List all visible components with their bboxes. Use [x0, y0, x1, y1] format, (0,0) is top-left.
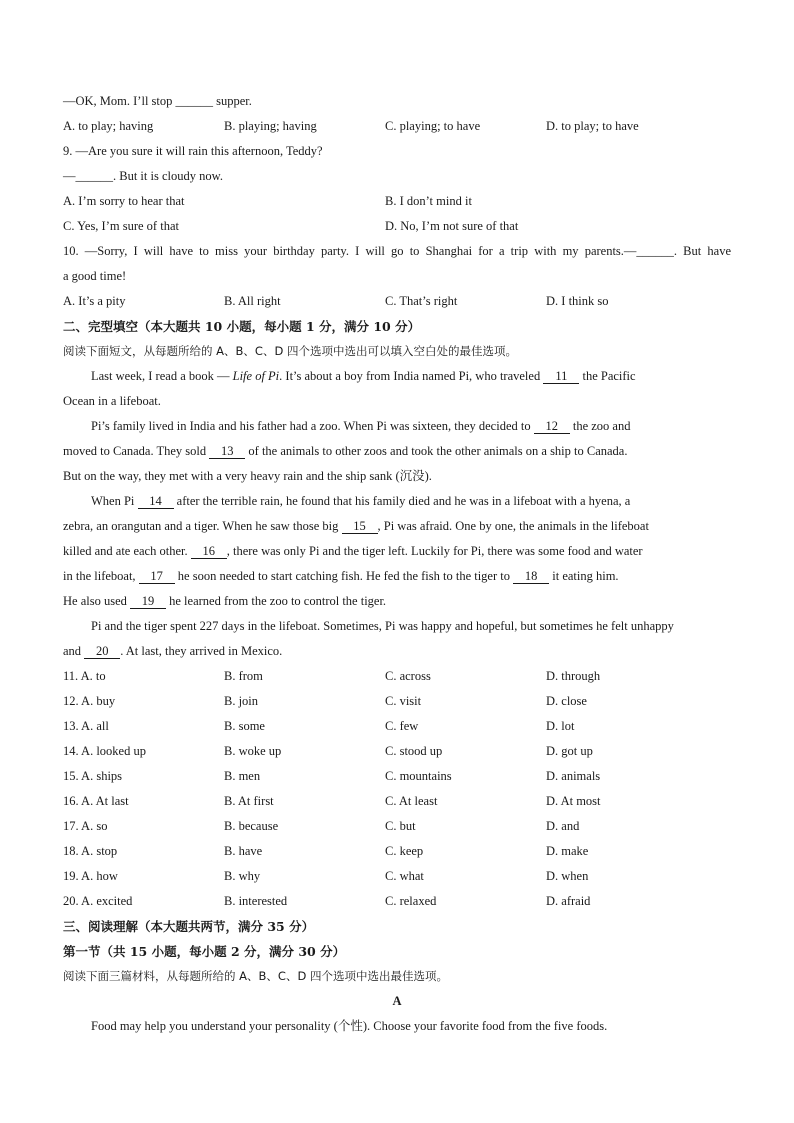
cloze-option-row — [63, 689, 731, 714]
cloze-option-18-a[interactable]: 18. A. stop — [63, 844, 118, 858]
q9-reply-text: . But it is cloudy now. — [113, 169, 223, 183]
q8-reply-text: —OK, Mom. I’ll stop — [63, 94, 176, 108]
blank-13[interactable]: 13 — [209, 445, 245, 459]
q9-option-b[interactable]: B. I don’t mind it — [385, 194, 472, 208]
q10-option-d[interactable]: D. I think so — [546, 294, 609, 308]
cloze-option-row — [63, 889, 731, 914]
cloze-option-13-c[interactable]: C. few — [385, 719, 419, 733]
passage-line-11: Pi and the tiger spent 227 days in the lifeboat. Sometimes, Pi was happy and hopeful, but sometimes he felt unhappy — [91, 619, 674, 633]
cloze-option-12-d[interactable]: D. close — [546, 694, 587, 708]
cloze-option-row — [63, 814, 731, 839]
q10-option-b[interactable]: B. All right — [224, 294, 281, 308]
cloze-option-15-c[interactable]: C. mountains — [385, 769, 452, 783]
section2-heading: 二、完型填空（本大题共 10 小题，每小题 1 分，满分 10 分） — [63, 319, 421, 334]
section3-instruction: 阅读下面三篇材料，从每题所给的 A、B、C、D 四个选项中选出最佳选项。 — [63, 969, 448, 983]
cloze-option-row — [63, 664, 731, 689]
blank-18[interactable]: 18 — [513, 570, 549, 584]
q10-stem-line1: 10. —Sorry, I will have to miss your birthday party. I will go to Shanghai for a trip with my parents.—______. But have — [63, 244, 731, 258]
q8-option-c[interactable]: C. playing; to have — [385, 119, 481, 133]
blank-12[interactable]: 12 — [534, 420, 570, 434]
cloze-option-16-a[interactable]: 16. A. At last — [63, 794, 129, 808]
cloze-option-11-c[interactable]: C. across — [385, 669, 431, 683]
blank-20[interactable]: 20 — [84, 645, 120, 659]
q8-options — [63, 114, 731, 139]
cloze-option-17-b[interactable]: B. because — [224, 819, 279, 833]
q10-option-c[interactable]: C. That’s right — [385, 294, 458, 308]
cloze-option-19-d[interactable]: D. when — [546, 869, 589, 883]
section3-heading: 三、阅读理解（本大题共两节，满分 35 分） — [63, 919, 315, 934]
cloze-option-14-a[interactable]: 14. A. looked up — [63, 744, 146, 758]
passage-a-label: A — [392, 994, 402, 1008]
blank-11[interactable]: 11 — [543, 370, 579, 384]
q8-blank[interactable]: ______ — [175, 94, 213, 108]
blank-15[interactable]: 15 — [342, 520, 378, 534]
exam-page — [63, 89, 731, 1039]
blank-14[interactable]: 14 — [138, 495, 174, 509]
cloze-option-11-b[interactable]: B. from — [224, 669, 263, 683]
cloze-option-14-d[interactable]: D. got up — [546, 744, 593, 758]
cloze-option-13-a[interactable]: 13. A. all — [63, 719, 109, 733]
cloze-option-11-a[interactable]: 11. A. to — [63, 669, 106, 683]
cloze-option-12-b[interactable]: B. join — [224, 694, 259, 708]
cloze-option-18-d[interactable]: D. make — [546, 844, 589, 858]
cloze-option-row — [63, 764, 731, 789]
cloze-option-17-a[interactable]: 17. A. so — [63, 819, 108, 833]
passage-line-7: zebra, an orangutan and a tiger. When he saw those big 15 , Pi was afraid. One by one, the animals in the lifeboat — [63, 519, 649, 533]
cloze-option-11-d[interactable]: D. through — [546, 669, 601, 683]
passage-a-intro: Food may help you understand your personality (个性). Choose your favorite food from the five foods. — [91, 1019, 608, 1033]
q9-blank[interactable]: —______ — [63, 169, 113, 183]
cloze-option-19-c[interactable]: C. what — [385, 869, 424, 883]
book-title: Life of Pi — [232, 369, 280, 383]
blank-16[interactable]: 16 — [191, 545, 227, 559]
cloze-option-row — [63, 839, 731, 864]
cloze-option-12-c[interactable]: C. visit — [385, 694, 422, 708]
cloze-option-20-b[interactable]: B. interested — [224, 894, 288, 908]
q9-options-row2 — [63, 214, 731, 239]
cloze-option-20-a[interactable]: 20. A. excited — [63, 894, 133, 908]
q9-option-d[interactable]: D. No, I’m not sure of that — [385, 219, 519, 233]
passage-line-10: He also used 19 he learned from the zoo to control the tiger. — [63, 594, 387, 608]
cloze-option-14-c[interactable]: C. stood up — [385, 744, 443, 758]
passage-line-3: Pi’s family lived in India and his father had a zoo. When Pi was sixteen, they decided to 12 the zoo and — [91, 419, 631, 433]
passage-line-8: killed and ate each other. 16 , there was only Pi and the tiger left. Luckily for Pi, there was some food and water — [63, 544, 643, 558]
passage-line-4: moved to Canada. They sold 13 of the animals to other zoos and took the other animals on a ship to Canada. — [63, 444, 628, 458]
cloze-option-18-b[interactable]: B. have — [224, 844, 263, 858]
q8-option-a[interactable]: A. to play; having — [63, 119, 154, 133]
passage-line-5: But on the way, they met with a very heavy rain and the ship sank (沉没). — [63, 469, 432, 483]
cloze-option-13-d[interactable]: D. lot — [546, 719, 575, 733]
cloze-option-16-d[interactable]: D. At most — [546, 794, 601, 808]
cloze-option-15-a[interactable]: 15. A. ships — [63, 769, 123, 783]
cloze-option-19-a[interactable]: 19. A. how — [63, 869, 118, 883]
cloze-option-row — [63, 714, 731, 739]
cloze-option-18-c[interactable]: C. keep — [385, 844, 424, 858]
q9-option-a[interactable]: A. I’m sorry to hear that — [63, 194, 185, 208]
cloze-option-15-b[interactable]: B. men — [224, 769, 261, 783]
section3-subheading: 第一节（共 15 小题，每小题 2 分，满分 30 分） — [63, 944, 346, 959]
cloze-option-row — [63, 789, 731, 814]
cloze-option-row — [63, 864, 731, 889]
cloze-option-20-d[interactable]: D. afraid — [546, 894, 591, 908]
cloze-option-12-a[interactable]: 12. A. buy — [63, 694, 116, 708]
passage-line-6: When Pi 14 after the terrible rain, he found that his family died and he was in a lifeboat with a hyena, a — [91, 494, 631, 508]
q10-option-a[interactable]: A. It’s a pity — [63, 294, 126, 308]
cloze-option-19-b[interactable]: B. why — [224, 869, 261, 883]
q9-stem: 9. —Are you sure it will rain this afternoon, Teddy? — [63, 144, 323, 158]
q10-stem-line2: a good time! — [63, 269, 127, 283]
cloze-option-16-c[interactable]: C. At least — [385, 794, 438, 808]
cloze-option-16-b[interactable]: B. At first — [224, 794, 274, 808]
cloze-option-20-c[interactable]: C. relaxed — [385, 894, 437, 908]
q8-option-d[interactable]: D. to play; to have — [546, 119, 639, 133]
q8-option-b[interactable]: B. playing; having — [224, 119, 317, 133]
blank-19[interactable]: 19 — [130, 595, 166, 609]
q9-options-row1 — [63, 189, 731, 214]
blank-17[interactable]: 17 — [139, 570, 175, 584]
cloze-option-17-c[interactable]: C. but — [385, 819, 416, 833]
cloze-option-14-b[interactable]: B. woke up — [224, 744, 282, 758]
section2-instruction: 阅读下面短文，从每题所给的 A、B、C、D 四个选项中选出可以填入空白处的最佳选项。 — [63, 344, 517, 358]
q8-reply-tail: supper. — [213, 94, 252, 108]
passage-line-1: Last week, I read a book — Life of Pi. It’s about a boy from India named Pi, who traveled 11 the Pacific — [91, 369, 636, 383]
q9-reply — [63, 164, 731, 189]
q9-option-c[interactable]: C. Yes, I’m sure of that — [63, 219, 179, 233]
cloze-option-15-d[interactable]: D. animals — [546, 769, 601, 783]
cloze-option-17-d[interactable]: D. and — [546, 819, 580, 833]
cloze-option-row — [63, 739, 731, 764]
cloze-options — [63, 664, 731, 914]
q10-options — [63, 289, 731, 314]
passage-line-9: in the lifeboat, 17 he soon needed to start catching fish. He fed the fish to the tiger to 18 it eating him. — [63, 569, 619, 583]
passage-line-12: and 20 . At last, they arrived in Mexico. — [63, 644, 283, 658]
passage-line-2: Ocean in a lifeboat. — [63, 394, 161, 408]
q8-reply — [63, 89, 731, 114]
cloze-option-13-b[interactable]: B. some — [224, 719, 265, 733]
